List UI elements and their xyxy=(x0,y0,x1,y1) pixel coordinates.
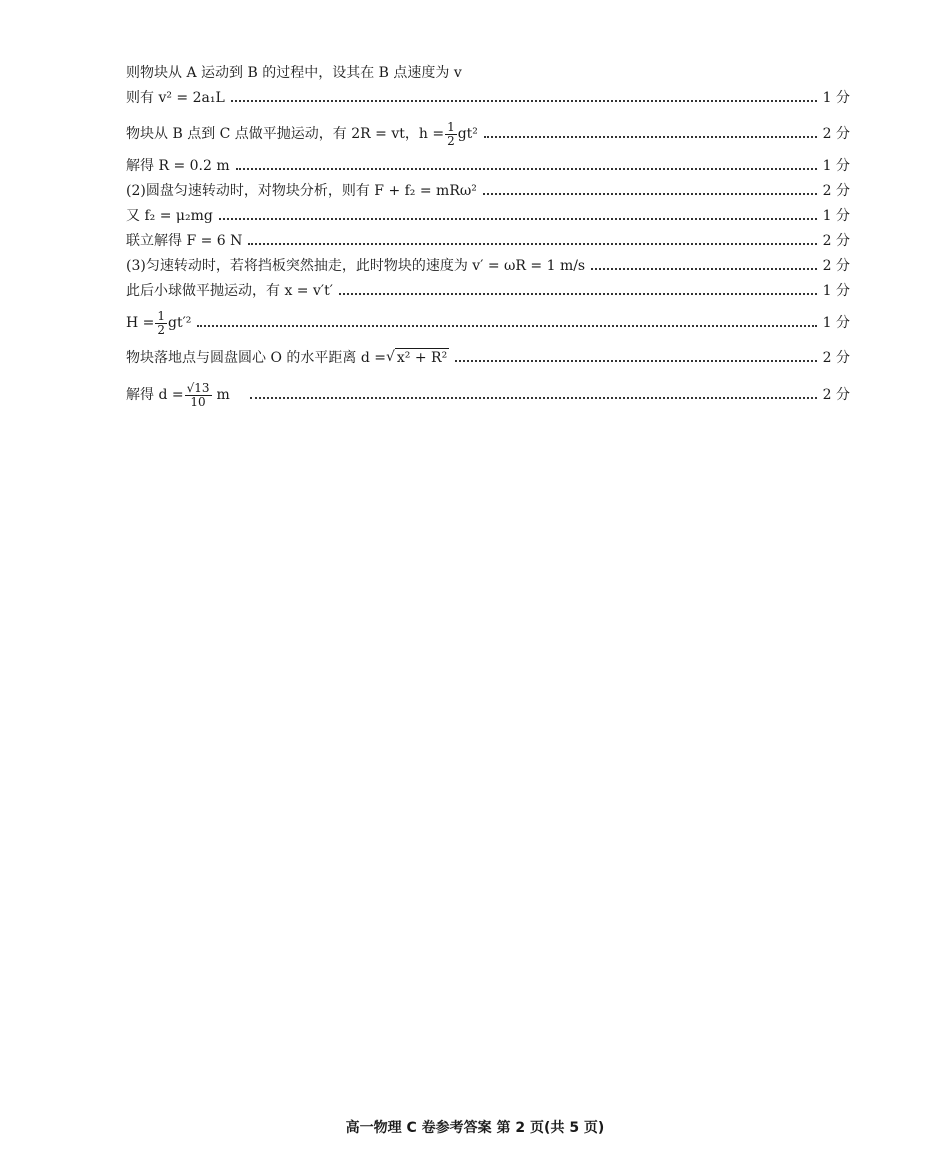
score-label: 2 分 xyxy=(822,126,850,142)
leader-dots xyxy=(219,218,817,220)
score-label: 2 分 xyxy=(822,233,850,249)
line-text-post: m xyxy=(216,387,230,403)
fraction xyxy=(445,121,457,148)
answer-content xyxy=(126,64,850,411)
line-text: 又 f₂ = μ₂mg xyxy=(126,208,213,224)
answer-line-2 xyxy=(126,89,850,107)
square-root xyxy=(386,348,449,367)
score-label: 2 分 xyxy=(822,349,850,366)
score-label: 1 分 xyxy=(822,158,850,174)
answer-line-3 xyxy=(126,119,850,149)
line-text-pre: 物块从 B 点到 C 点做平抛运动，有 2R = vt，h = xyxy=(126,126,445,142)
leader-dots xyxy=(455,360,816,362)
fraction-denominator: 2 xyxy=(157,322,166,337)
leader-dots xyxy=(236,168,817,170)
line-text-pre: H = xyxy=(126,315,155,331)
line-text-post: gt² xyxy=(457,126,478,142)
line-text: 联立解得 F = 6 N xyxy=(126,233,243,249)
score-label: 2 分 xyxy=(822,183,850,199)
line-text-post: gt′² xyxy=(168,315,192,331)
score-label: 2 分 xyxy=(822,258,850,274)
leader-dots xyxy=(231,100,817,102)
answer-line-5 xyxy=(126,182,850,200)
score-label: 1 分 xyxy=(822,283,850,299)
page-footer: 高一物理 C 卷参考答案 第 2 页(共 5 页) xyxy=(345,1120,605,1136)
fraction xyxy=(155,310,167,337)
score-label: 2 分 xyxy=(822,387,850,403)
answer-line-8 xyxy=(126,257,850,275)
leader-dots xyxy=(339,293,817,295)
leader-dots xyxy=(483,193,817,195)
fraction-denominator: 10 xyxy=(190,394,206,409)
line-text xyxy=(126,121,478,148)
answer-line-1 xyxy=(126,64,850,82)
line-text-pre: 物块落地点与圆盘圆心 O 的水平距离 d = xyxy=(126,349,386,366)
fraction-denominator: 2 xyxy=(447,133,455,148)
line-text-pre: 解得 d = xyxy=(126,387,184,403)
fraction xyxy=(185,382,212,409)
line-text: 则有 v² = 2a₁L xyxy=(126,90,225,106)
answer-line-9 xyxy=(126,282,850,300)
answer-line-11 xyxy=(126,348,850,367)
line-text xyxy=(126,382,230,409)
score-label: 1 分 xyxy=(822,315,850,331)
score-label: 1 分 xyxy=(822,90,850,106)
answer-line-12 xyxy=(126,379,850,411)
leader-dots xyxy=(591,268,817,270)
answer-line-7 xyxy=(126,232,850,250)
answer-line-4 xyxy=(126,157,850,175)
leader-dots xyxy=(250,397,817,399)
score-label: 1 分 xyxy=(822,208,850,224)
answer-line-10 xyxy=(126,308,850,338)
fraction-numerator: 1 xyxy=(447,119,455,134)
line-text: (3)匀速转动时，若将挡板突然抽走，此时物块的速度为 v′ = ωR = 1 m/s xyxy=(126,258,586,274)
radicand: x² + R² xyxy=(396,350,448,366)
line-text xyxy=(126,310,191,337)
fraction-numerator: √13 xyxy=(186,380,210,395)
line-text: 解得 R = 0.2 m xyxy=(126,158,230,174)
line-text: (2)圆盘匀速转动时，对物块分析，则有 F + f₂ = mRω² xyxy=(126,183,477,199)
leader-dots xyxy=(197,325,816,327)
line-text: 此后小球做平抛运动，有 x = v′t′ xyxy=(126,283,333,299)
leader-dots xyxy=(484,136,817,138)
leader-dots xyxy=(248,243,816,245)
fraction-numerator: 1 xyxy=(157,308,166,323)
line-text xyxy=(126,348,449,367)
line-text: 则物块从 A 运动到 B 的过程中，设其在 B 点速度为 v xyxy=(126,65,462,81)
radical-sign-icon: √ xyxy=(385,349,395,365)
answer-line-6 xyxy=(126,207,850,225)
